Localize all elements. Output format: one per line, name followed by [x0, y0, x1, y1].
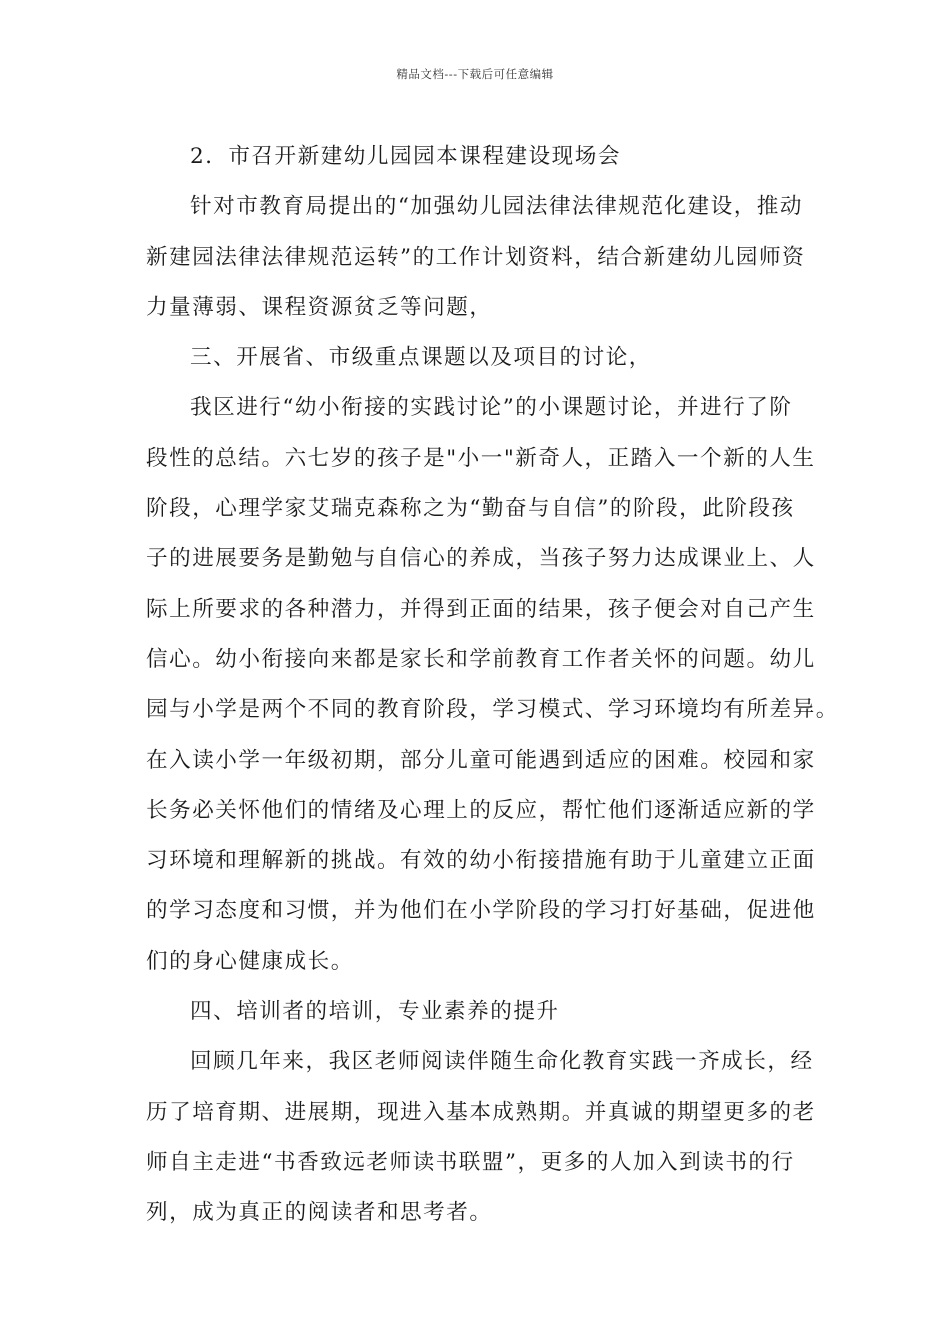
paragraph-line: 列，成为真正的阅读者和思考者。: [146, 1200, 493, 1226]
paragraph-line: 们的身心健康成长。: [146, 948, 354, 974]
section-heading: 四、培训者的培训，专业素养的提升: [190, 999, 560, 1025]
paragraph-line: 园与小学是两个不同的教育阶段，学习模式、学习环境均有所差异。: [146, 697, 839, 723]
paragraph-line: 针对市教育局提出的“加强幼儿园法律法律规范化建设，推动: [190, 194, 803, 220]
paragraph-line: 我区进行“幼小衔接的实践讨论”的小课题讨论，并进行了阶: [190, 395, 793, 421]
paragraph-line: 阶段，心理学家艾瑞克森称之为“勤奋与自信”的阶段，此阶段孩: [146, 496, 795, 522]
paragraph-line: 习环境和理解新的挑战。有效的幼小衔接措施有助于儿童建立正面: [146, 848, 816, 874]
section-heading: 三、开展省、市级重点课题以及项目的讨论，: [190, 345, 652, 371]
page-header: 精品文档---下载后可任意编辑: [396, 67, 554, 81]
paragraph-line: 的学习态度和习惯，并为他们在小学阶段的学习打好基础，促进他: [146, 898, 816, 924]
paragraph-line: 历了培育期、进展期，现进入基本成熟期。并真诚的期望更多的老: [146, 1099, 816, 1125]
document-body: [146, 132, 839, 1239]
paragraph-line: 段性的总结。六七岁的孩子是"小一"新奇人，正踏入一个新的人生: [146, 445, 816, 471]
section-heading: 2．市召开新建幼儿园园本课程建设现场会: [190, 144, 621, 169]
paragraph-line: 际上所要求的各种潜力，并得到正面的结果，孩子便会对自己产生: [146, 596, 816, 622]
paragraph-line: 师自主走进“书香致远老师读书联盟”，更多的人加入到读书的行: [146, 1149, 795, 1175]
paragraph-line: 力量薄弱、课程资源贫乏等问题，: [146, 294, 493, 320]
paragraph-line: 新建园法律法律规范运转”的工作计划资料，结合新建幼儿园师资: [146, 244, 806, 270]
paragraph-line: 子的进展要务是勤勉与自信心的养成，当孩子努力达成课业上、人: [146, 546, 816, 572]
paragraph-line: 长务必关怀他们的情绪及心理上的反应，帮忙他们逐渐适应新的学: [146, 797, 816, 823]
paragraph-line: 回顾几年来，我区老师阅读伴随生命化教育实践一齐成长，经: [190, 1049, 814, 1075]
paragraph-line: 在入读小学一年级初期，部分儿童可能遇到适应的困难。校园和家: [146, 747, 816, 773]
paragraph-line: 信心。幼小衔接向来都是家长和学前教育工作者关怀的问题。幼儿: [146, 646, 816, 672]
